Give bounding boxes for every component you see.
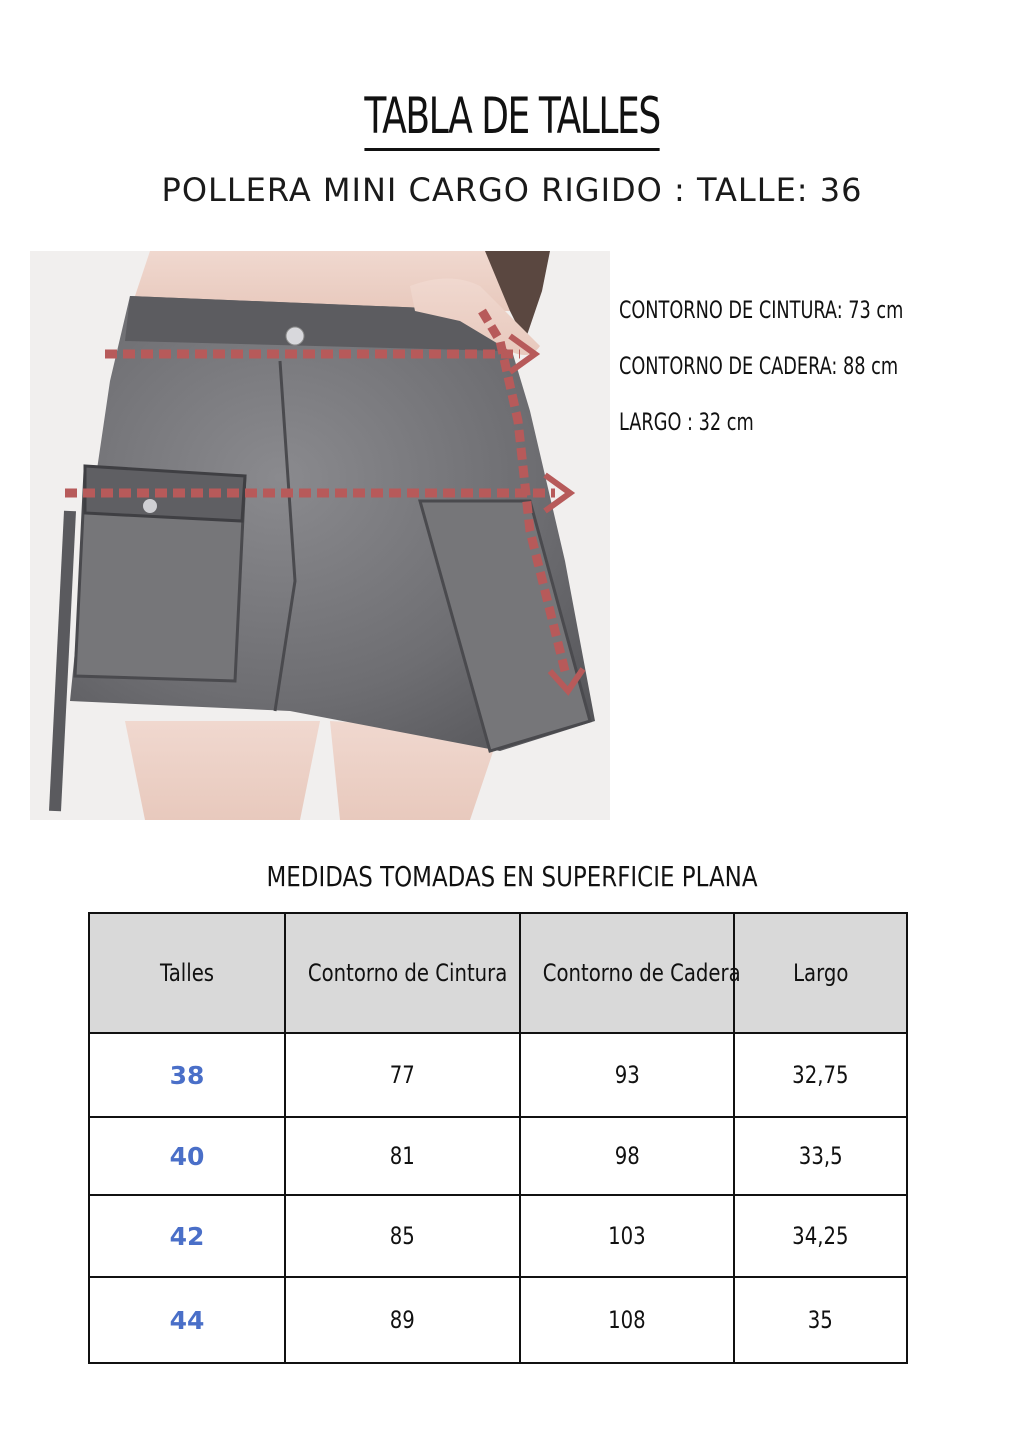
table-header-row (89, 913, 907, 1033)
size-table (88, 912, 908, 1364)
header-talles: Talles (89, 913, 285, 1033)
hip-measurement: CONTORNO DE CADERA: 88 cm (619, 352, 899, 380)
table-cell: 103 (520, 1195, 734, 1277)
table-caption: MEDIDAS TOMADAS EN SUPERFICIE PLANA (266, 860, 758, 893)
table-cell: 33,5 (734, 1117, 907, 1195)
size-cell: 40 (89, 1117, 285, 1195)
table-row (89, 1033, 907, 1117)
table-cell: 77 (285, 1033, 520, 1117)
size-cell: 38 (89, 1033, 285, 1117)
header-cadera: Contorno de Cadera (520, 913, 734, 1033)
table-cell: 108 (520, 1277, 734, 1363)
table-row (89, 1195, 907, 1277)
table-row (89, 1117, 907, 1195)
skirt-illustration (30, 251, 610, 820)
table-cell: 34,25 (734, 1195, 907, 1277)
table-row (89, 1277, 907, 1363)
size-cell: 44 (89, 1277, 285, 1363)
table-cell: 93 (520, 1033, 734, 1117)
product-photo (30, 251, 610, 820)
table-cell: 98 (520, 1117, 734, 1195)
table-cell: 32,75 (734, 1033, 907, 1117)
pocket-snap (143, 499, 157, 513)
left-leg (125, 721, 320, 820)
length-measurement: LARGO : 32 cm (619, 408, 754, 436)
button (286, 327, 304, 345)
strap (55, 511, 70, 811)
table-cell: 89 (285, 1277, 520, 1363)
table-cell: 81 (285, 1117, 520, 1195)
product-subtitle: POLLERA MINI CARGO RIGIDO : TALLE: 36 (161, 171, 863, 209)
size-cell: 42 (89, 1195, 285, 1277)
header-largo: Largo (734, 913, 907, 1033)
header-cintura: Contorno de Cintura (285, 913, 520, 1033)
waist-measurement: CONTORNO DE CINTURA: 73 cm (619, 296, 904, 324)
table-cell: 85 (285, 1195, 520, 1277)
table-cell: 35 (734, 1277, 907, 1363)
page-title: TABLA DE TALLES (0, 86, 1024, 151)
